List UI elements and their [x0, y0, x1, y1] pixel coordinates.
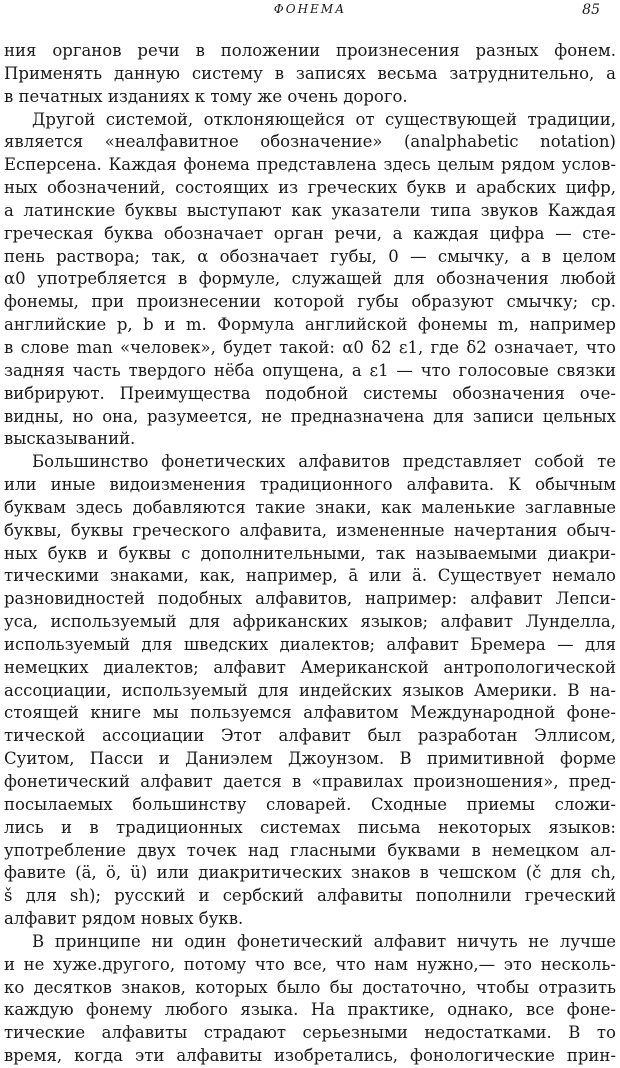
- text-line: посылаемых большинству словарей. Сходные приемы сложи-: [4, 794, 616, 814]
- text-line: лись и в традиционных системах письма некоторых языков:: [4, 817, 616, 837]
- running-title: ФОНЕМА: [273, 2, 347, 16]
- text-line: алфавит рядом новых букв.: [4, 909, 244, 929]
- page-number: 85: [582, 2, 600, 18]
- text-line: разновидностей подобных алфавитов, например: алфавит Лепси-: [4, 589, 616, 609]
- text-line: ных обозначений, состоящих из греческих букв и арабских цифр,: [4, 178, 616, 198]
- text-line: буквы, буквы греческого алфавита, измененные начертания обыч-: [4, 520, 616, 540]
- text-line: буквам здесь добавляются такие знаки, как маленькие заглавные: [4, 497, 616, 517]
- text-line: Есперсена. Каждая фонема представлена здесь целым рядом услов-: [4, 155, 616, 175]
- text-line: Большинство фонетических алфавитов представляет собой те: [32, 452, 616, 472]
- text-line: и не хуже.другого, потому что все, что нам нужно,— это несколь-: [4, 954, 616, 974]
- text-line: α0 употребляется в формуле, служащей для обозначения любой: [4, 269, 616, 289]
- text-line: задняя часть твердого нёба опущена, а ε1 — что голосовые связки: [4, 360, 616, 380]
- text-line: употребление двух точек над гласными буквами в немецком ал-: [4, 840, 616, 860]
- text-line: фонетический алфавит дается в «правилах произношения», пред-: [4, 772, 616, 791]
- text-line: немецких диалектов; алфавит Американской антропологической: [4, 657, 616, 677]
- text-line: ассоциации, используемый для индейских языков Америки. В на-: [4, 680, 616, 700]
- text-line: Суитом, Пасси и Даниэлем Джоунзом. В примитивной форме: [4, 749, 616, 769]
- text-line: английские p, b и m. Формула английской фонемы m, например: [4, 315, 616, 335]
- text-line: фавите (ä, ö, ü) или диакритических знаков в чешском (č для ch,: [4, 863, 616, 883]
- text-line: в печатных изданиях к тому же очень дорого.: [4, 86, 408, 106]
- text-line: Применять данную систему в записях весьма затруднительно, а: [4, 63, 616, 83]
- text-line: уса, используемый для африканских языков; алфавит Лунделла,: [4, 612, 616, 632]
- text-line: В принципе ни один фонетический алфавит ничуть не лучше: [32, 931, 616, 951]
- text-line: а латинские буквы выступают как указатели типа звуков Каждая: [4, 200, 616, 220]
- text-line: каждую фонему любого языка. На практике, однако, все фоне-: [4, 1000, 616, 1020]
- text-line: используемый для шведских диалектов; алфавит Бремера — для: [4, 634, 616, 654]
- text-line: видны, но она, разумеется, не предназначена для записи цельных: [4, 406, 616, 426]
- text-line: высказываний.: [4, 429, 136, 449]
- text-line: или иные видоизменения традиционного алфавита. К обычным: [4, 475, 616, 495]
- text-line: ко десятков знаков, которых было бы достаточно, чтобы отразить: [4, 977, 616, 997]
- text-line: Другой системой, отклоняющейся от существующей традиции,: [32, 109, 616, 129]
- text-line: ных букв и буквы с дополнительными, так называемыми диакри-: [4, 543, 616, 563]
- text-line: тические алфавиты страдают серьезными недостатками. В то: [4, 1023, 616, 1043]
- text-line: пень раствора; так, α обозначает губы, 0 — смычку, а в целом: [4, 246, 616, 266]
- text-line: время, когда эти алфавиты изобретались, фонологические прин-: [4, 1046, 616, 1066]
- text-line: греческая буква обозначает орган речи, а каждая цифра — сте-: [4, 223, 616, 243]
- text-line: вибрируют. Преимущества подобной системы обозначения оче-: [4, 383, 616, 403]
- text-line: фонемы, при произнесении которой губы образуют смычку; ср.: [4, 292, 616, 312]
- text-line: тической ассоциации Этот алфавит был разработан Эллисом,: [4, 726, 616, 746]
- text-line: тическими знаками, как, например, ā или ä. Существует немало: [4, 566, 616, 586]
- text-line: š для sh); русский и сербский алфавиты пополнили греческий: [4, 886, 616, 906]
- text-line: стоящей книге мы пользуемся алфавитом Международной фоне-: [4, 703, 616, 723]
- body-text: [4, 40, 616, 1068]
- text-line: является «неалфавитное обозначение» (analphabetic notation): [4, 132, 616, 152]
- text-line: в слове man «человек», будет такой: α0 δ2 ε1, где δ2 означает, что: [4, 337, 616, 357]
- text-line: ния органов речи в положении произнесения разных фонем.: [4, 41, 616, 60]
